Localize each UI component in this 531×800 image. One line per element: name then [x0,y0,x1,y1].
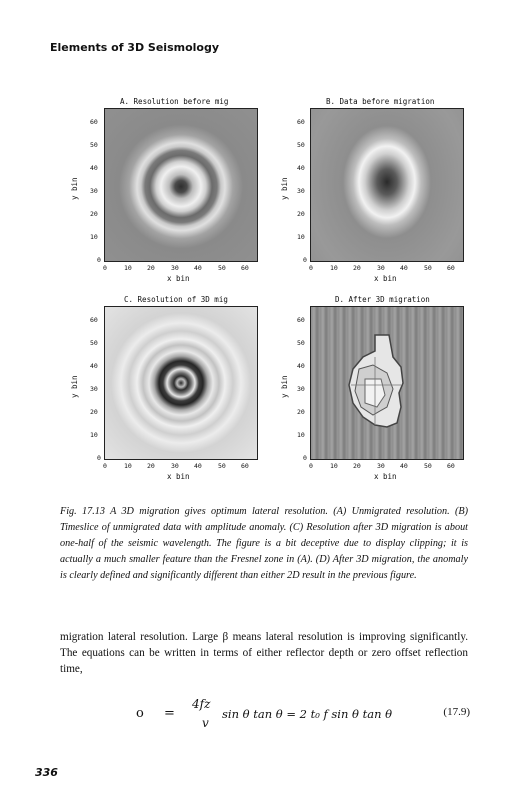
panel-a-ytick: 60 [90,118,98,126]
panel-b-title: B. Data before migration [326,97,435,106]
panel-d-plot [310,306,464,460]
panel-a-xlabel: x bin [167,274,190,283]
panel-c-xlabel: x bin [167,472,190,481]
panel-d-xtick: 10 [330,462,338,470]
panel-b-xlabel: x bin [374,274,397,283]
running-head: Elements of 3D Seismology [50,41,220,54]
panel-b-ytick: 40 [297,164,305,172]
panel-b-ylabel: y bin [280,177,289,200]
panel-d-xtick: 40 [400,462,408,470]
equation-rest: sin θ tan θ = 2 t₀ f sin θ tan θ [222,707,393,721]
panel-b-xtick: 20 [353,264,361,272]
panel-a-xtick: 50 [218,264,226,272]
panel-c-ytick: 60 [90,316,98,324]
panel-d-ytick: 10 [297,431,305,439]
panel-d-ytick: 20 [297,408,305,416]
panel-a-xtick: 30 [171,264,179,272]
panel-c-xtick: 0 [103,462,107,470]
panel-c-plot [104,306,258,460]
equation-17-9 [130,697,470,733]
page-number: 336 [35,766,58,779]
panel-a-plot [104,108,258,262]
anomaly-shape [311,307,463,459]
panel-b-ytick: 0 [303,256,307,264]
panel-c-xtick: 40 [194,462,202,470]
panel-d-xlabel: x bin [374,472,397,481]
equation-equals: = [164,706,175,721]
panel-a-title: A. Resolution before mig [120,97,229,106]
panel-d-xtick: 60 [447,462,455,470]
panel-b-ytick: 50 [297,141,305,149]
panel-c-ytick: 30 [90,385,98,393]
panel-c-ytick: 10 [90,431,98,439]
panel-c-ytick: 50 [90,339,98,347]
panel-b-xtick: 60 [447,264,455,272]
panel-c-ylabel: y bin [70,375,79,398]
panel-c-xtick: 30 [171,462,179,470]
panel-b-xtick: 40 [400,264,408,272]
panel-b-plot [310,108,464,262]
panel-b-ytick: 30 [297,187,305,195]
panel-a-ytick: 50 [90,141,98,149]
panel-b-xtick: 30 [377,264,385,272]
panel-a-xtick: 60 [241,264,249,272]
panel-b-ytick: 10 [297,233,305,241]
panel-b-xtick: 10 [330,264,338,272]
panel-d-xtick: 20 [353,462,361,470]
panel-c-ytick: 40 [90,362,98,370]
panel-d-xtick: 50 [424,462,432,470]
panel-c-xtick: 50 [218,462,226,470]
panel-d-title: D. After 3D migration [335,295,430,304]
body-paragraph: migration lateral resolution. Large β means lateral resolution is improving significantly. The equations can be written in terms of either reflector depth or zero offset reflection time, [60,631,468,675]
panel-c-xtick: 10 [124,462,132,470]
figure-caption: Fig. 17.13 A 3D migration gives optimum lateral resolution. (A) Unmigrated resolution. (B) Timeslice of unmigrated data with amplitude anomaly. (C) Resolution after 3D migration is about one-half of the seismic wavelength. The figure is a bit deceptive due to display clipping; it is actually a much smaller feature than the Fresnel zone in (A). (D) After 3D migration, the anomaly is clearly defined and significantly different than either 2D result in the previous figure. [60,506,468,581]
panel-d-ytick: 30 [297,385,305,393]
panel-a-xtick: 40 [194,264,202,272]
panel-d-ytick: 50 [297,339,305,347]
panel-b-ytick: 20 [297,210,305,218]
panel-d-ytick: 40 [297,362,305,370]
panel-a-ylabel: y bin [70,177,79,200]
panel-d-ytick: 0 [303,454,307,462]
panel-c-xtick: 60 [241,462,249,470]
panel-c-xtick: 20 [147,462,155,470]
panel-d-xtick: 0 [309,462,313,470]
panel-b-ytick: 60 [297,118,305,126]
panel-a-ytick: 30 [90,187,98,195]
panel-d-ytick: 60 [297,316,305,324]
panel-c-title: C. Resolution of 3D mig [124,295,228,304]
equation-lhs: o [136,706,144,721]
panel-a-ytick: 10 [90,233,98,241]
panel-a-xtick: 20 [147,264,155,272]
panel-a-ytick: 0 [97,256,101,264]
panel-a-xtick: 0 [103,264,107,272]
panel-c-ytick: 20 [90,408,98,416]
panel-a-ytick: 40 [90,164,98,172]
panel-c-ytick: 0 [97,454,101,462]
equation-denominator: v [202,716,209,730]
panel-d-ylabel: y bin [280,375,289,398]
panel-b-xtick: 0 [309,264,313,272]
panel-d-xtick: 30 [377,462,385,470]
panel-a-xtick: 10 [124,264,132,272]
equation-number: (17.9) [443,706,470,718]
panel-a-ytick: 20 [90,210,98,218]
panel-b-xtick: 50 [424,264,432,272]
equation-numerator: 4fz [192,697,211,711]
